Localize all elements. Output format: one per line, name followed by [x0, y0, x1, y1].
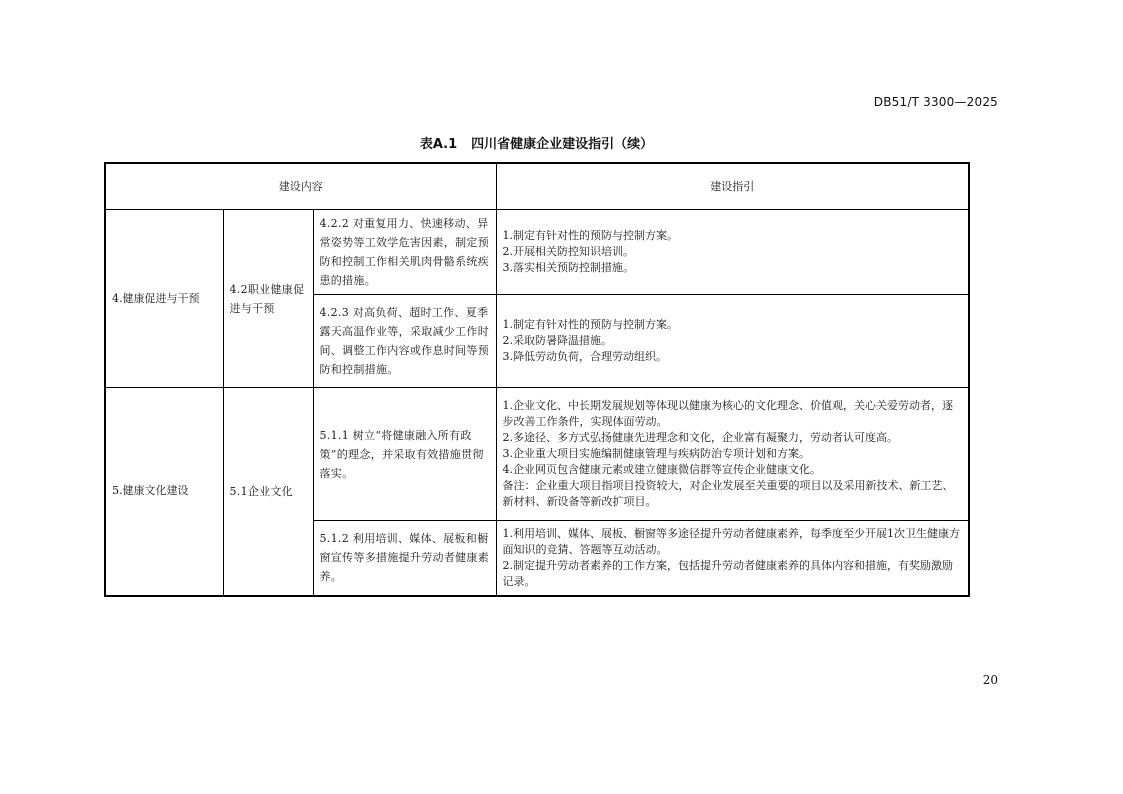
subcategory-cell: 4.2职业健康促进与干预 [223, 210, 313, 388]
table-header-row [105, 163, 969, 210]
guide-cell [496, 388, 969, 521]
subcategory-cell: 5.1企业文化 [223, 388, 313, 596]
guide-line: 1.利用培训、媒体、展板、橱窗等多途径提升劳动者健康素养，每季度至少开展1次卫生健康方面知识的竞猜、答题等互动活动。 [502, 526, 961, 556]
guideline-table [104, 162, 970, 597]
guide-line: 1.制定有针对性的预防与控制方案。 [502, 229, 679, 242]
header-construction-content: 建设内容 [105, 163, 496, 210]
category-cell: 5.健康文化建设 [105, 388, 223, 596]
guide-cell [496, 521, 969, 596]
guide-line: 2.开展相关防控知识培训。 [502, 245, 635, 258]
guide-line: 3.企业重大项目实施编制健康管理与疾病防治专项计划和方案。 [502, 447, 811, 460]
guide-line: 2.制定提升劳动者素养的工作方案，包括提升劳动者健康素养的具体内容和措施，有奖励激励记录。 [502, 558, 954, 588]
table-title [0, 133, 1073, 152]
guide-line: 3.落实相关预防控制措施。 [502, 261, 635, 274]
table-caption-number: 表A.1 [419, 137, 458, 152]
item-cell: 5.1.1 树立“将健康融入所有政策”的理念，并采取有效措施贯彻落实。 [313, 388, 496, 521]
item-cell: 4.2.2 对重复用力、快速移动、异常姿势等工效学危害因素，制定预防和控制工作相关肌肉骨骼系统疾患的措施。 [313, 210, 496, 295]
item-cell: 5.1.2 利用培训、媒体、展板和橱窗宣传等多措施提升劳动者健康素养。 [313, 521, 496, 596]
table-row [105, 388, 969, 521]
guide-cell [496, 295, 969, 388]
item-cell: 4.2.3 对高负荷、超时工作、夏季露天高温作业等，采取减少工作时间、调整工作内容或作息时间等预防和控制措施。 [313, 295, 496, 388]
header-construction-guide: 建设指引 [496, 163, 969, 210]
document-code: DB51/T 3300—2025 [873, 95, 998, 109]
guide-line: 1.制定有针对性的预防与控制方案。 [502, 318, 679, 331]
guide-line: 3.降低劳动负荷，合理劳动组织。 [502, 350, 668, 363]
table-caption-text: 四川省健康企业建设指引（续） [471, 137, 654, 152]
guide-line: 4.企业网页包含健康元素或建立健康微信群等宣传企业健康文化。 [502, 463, 822, 476]
guide-line: 2.多途径、多方式弘扬健康先进理念和文化，企业富有凝聚力，劳动者认可度高。 [502, 431, 899, 444]
page-number: 20 [982, 673, 998, 687]
guide-cell [496, 210, 969, 295]
guide-note: 备注：企业重大项目指项目投资较大，对企业发展至关重要的项目以及采用新技术、新工艺、新材料、新设备等新改扩项目。 [502, 479, 954, 508]
guide-line: 1.企业文化、中长期发展规划等体现以健康为核心的文化理念、价值观，关心关爱劳动者，逐步改善工作条件，实现体面劳动。 [502, 399, 954, 428]
table-row [105, 210, 969, 295]
category-cell: 4.健康促进与干预 [105, 210, 223, 388]
guide-line: 2.采取防暑降温措施。 [502, 334, 613, 347]
